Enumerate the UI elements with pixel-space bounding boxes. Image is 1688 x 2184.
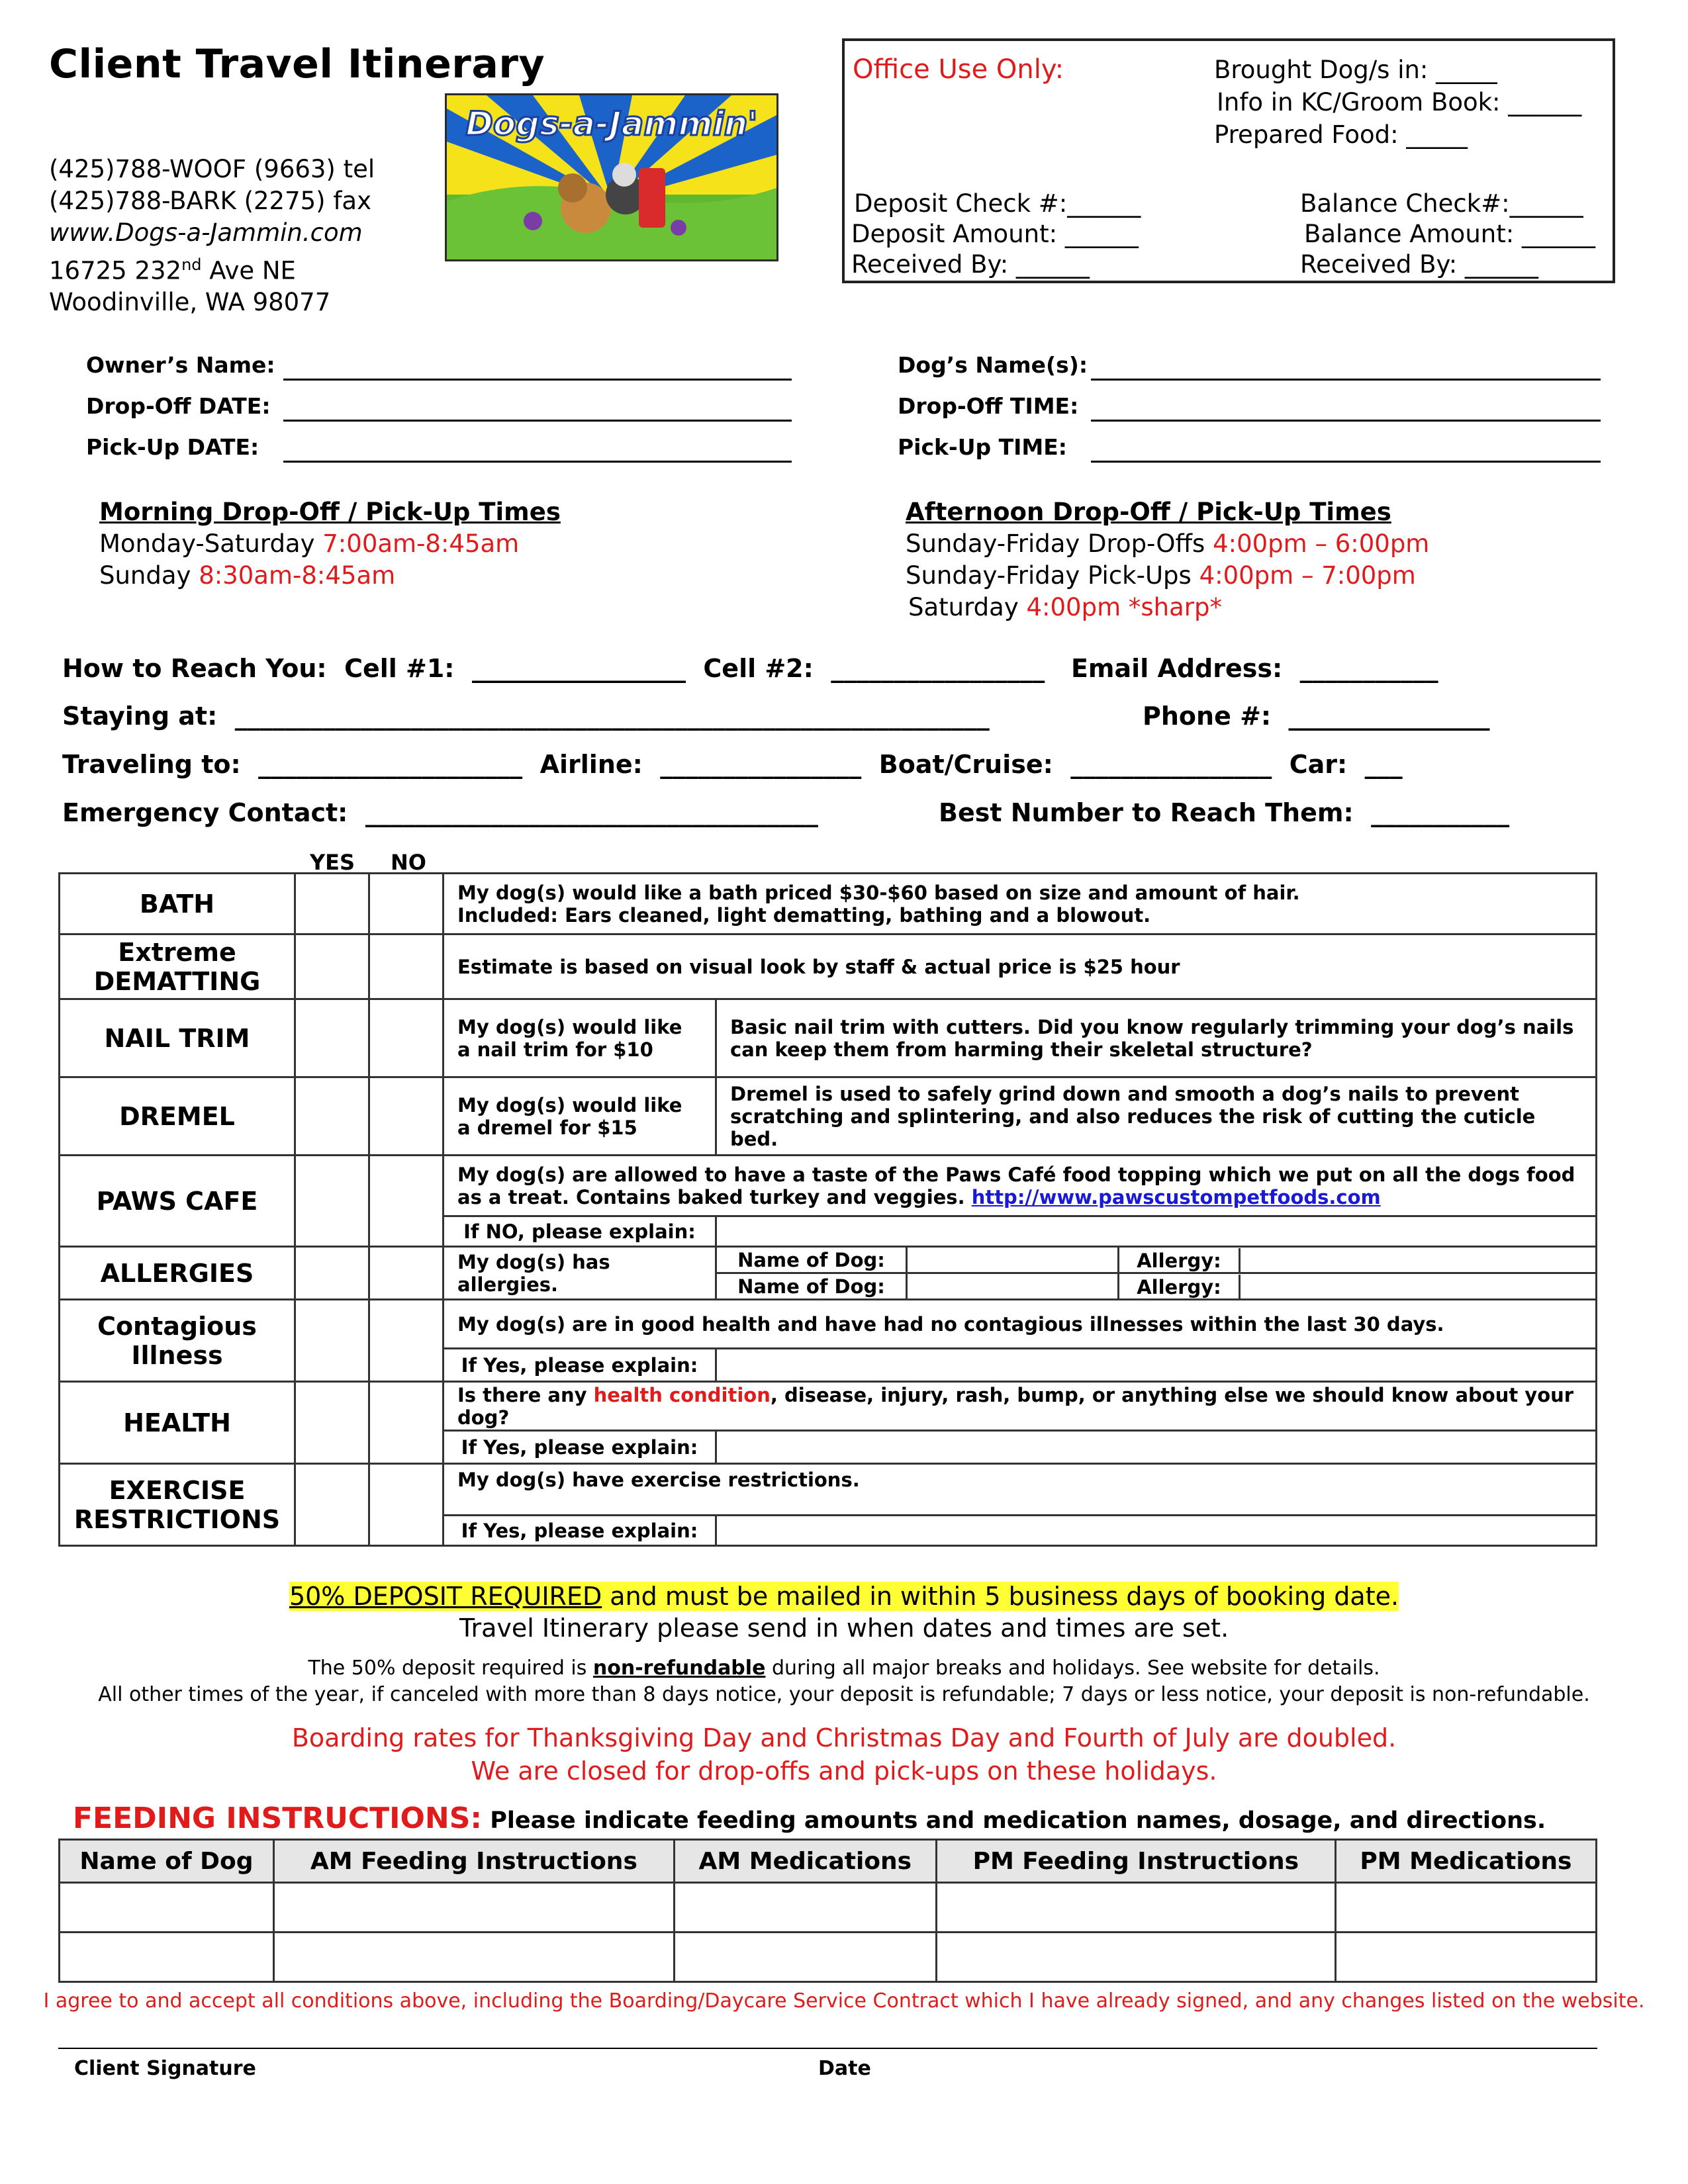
health-yes-cell[interactable] bbox=[295, 1382, 369, 1464]
table-row bbox=[60, 1300, 1597, 1349]
dropoff-time-line[interactable] bbox=[1091, 420, 1601, 422]
paws-cafe-description: My dog(s) are allowed to have a taste of the Paws Café food topping which we put on all the dogs food as a treat. Contains baked turkey and veggies. http://www.pawscustompetfoods.com bbox=[444, 1156, 1597, 1216]
contagious-description: My dog(s) are in good health and have had no contagious illnesses within the last 30 days. bbox=[444, 1300, 1597, 1349]
holiday-rates-notice: Boarding rates for Thanksgiving Day and Christmas Day and Fourth of July are doubled. bbox=[291, 1723, 1397, 1752]
bath-no-cell[interactable] bbox=[369, 874, 444, 934]
nail-trim-description: My dog(s) would like a nail trim for $10 bbox=[444, 999, 716, 1077]
pickup-date-line[interactable] bbox=[283, 461, 792, 463]
best-number-field[interactable]: Best Number to Reach Them: ___________ bbox=[939, 798, 1510, 827]
nail-trim-no-cell[interactable] bbox=[369, 999, 444, 1077]
col-pm-feeding: PM Feeding Instructions bbox=[936, 1840, 1335, 1883]
nail-trim-yes-cell[interactable] bbox=[295, 999, 369, 1077]
nail-trim-info: Basic nail trim with cutters. Did you know regularly trimming your dog’s nails can keep them from harming their skeletal structure? bbox=[716, 999, 1597, 1077]
contagious-label: Contagious Illness bbox=[60, 1300, 295, 1382]
owner-name-line[interactable] bbox=[283, 379, 792, 381]
exercise-no-cell[interactable] bbox=[369, 1464, 444, 1546]
dremel-label: DREMEL bbox=[60, 1077, 295, 1156]
paws-cafe-link[interactable]: http://www.pawscustompetfoods.com bbox=[971, 1185, 1381, 1208]
logo-text: Dogs-a-Jammin' bbox=[465, 105, 758, 143]
yes-column-header: YES bbox=[310, 850, 355, 875]
holiday-closed-notice: We are closed for drop-offs and pick-ups on these holidays. bbox=[471, 1756, 1217, 1786]
balance-check-field[interactable]: Balance Check#:______ bbox=[1300, 189, 1583, 218]
balance-amount-field[interactable]: Balance Amount: ______ bbox=[1304, 220, 1595, 248]
allergy-name-of-dog-label-2: Name of Dog: bbox=[716, 1273, 907, 1300]
feeding-cell[interactable] bbox=[60, 1933, 274, 1982]
table-row bbox=[60, 1883, 1597, 1933]
pickup-date-label: Pick-Up DATE: bbox=[86, 434, 259, 460]
contagious-explain-label: If Yes, please explain: bbox=[444, 1349, 716, 1382]
health-label: HEALTH bbox=[60, 1382, 295, 1464]
allergies-yes-cell[interactable] bbox=[295, 1247, 369, 1300]
agreement-text: I agree to and accept all conditions above, including the Boarding/Daycare Service Contract which I have already signed, and any changes listed on the website. bbox=[43, 1989, 1645, 2013]
health-description: Is there any health condition, disease, injury, rash, bump, or anything else we should know about your dog? bbox=[444, 1382, 1597, 1431]
reach-line-cell[interactable]: How to Reach You: Cell #1: _________________ Cell #2: _________________ Email Address: ___________ bbox=[62, 654, 1438, 683]
office-use-box bbox=[842, 38, 1615, 283]
exercise-explain-label: If Yes, please explain: bbox=[444, 1516, 716, 1546]
deposit-required-notice: 50% DEPOSIT REQUIRED and must be mailed in within 5 business days of booking date. bbox=[289, 1582, 1399, 1611]
traveling-to-line[interactable]: Traveling to: _____________________ Airline: ________________ Boat/Cruise: ________________ Car: ___ bbox=[62, 750, 1403, 779]
table-row bbox=[60, 874, 1597, 934]
table-row bbox=[60, 934, 1597, 999]
table-row bbox=[60, 1464, 1597, 1516]
signature-line[interactable] bbox=[58, 2048, 1597, 2049]
feeding-header-row bbox=[60, 1840, 1597, 1883]
morning-times bbox=[99, 496, 561, 592]
contagious-explain-field[interactable] bbox=[716, 1349, 1597, 1382]
col-am-feeding: AM Feeding Instructions bbox=[273, 1840, 674, 1883]
contagious-yes-cell[interactable] bbox=[295, 1300, 369, 1382]
deposit-check-field[interactable]: Deposit Check #:______ bbox=[854, 189, 1141, 218]
dematting-yes-cell[interactable] bbox=[295, 934, 369, 999]
received-by-left-field[interactable]: Received By: ______ bbox=[851, 250, 1090, 279]
health-explain-field[interactable] bbox=[716, 1431, 1597, 1464]
feeding-cell[interactable] bbox=[674, 1933, 936, 1982]
paws-cafe-label: PAWS CAFE bbox=[60, 1156, 295, 1247]
allergy-name-of-dog-label-1: Name of Dog: bbox=[716, 1247, 907, 1273]
allergies-no-cell[interactable] bbox=[369, 1247, 444, 1300]
allergy-row-1 bbox=[1119, 1247, 1597, 1273]
bath-description: My dog(s) would like a bath priced $30-$60 based on size and amount of hair. Included: Ears cleaned, light dematting, bathing and a blowout. bbox=[444, 874, 1597, 934]
dremel-description: My dog(s) would like a dremel for $15 bbox=[444, 1077, 716, 1156]
table-row bbox=[60, 1933, 1597, 1982]
feeding-cell[interactable] bbox=[273, 1933, 674, 1982]
morning-heading: Morning Drop-Off / Pick-Up Times bbox=[99, 498, 561, 526]
mon-sat-times: Monday-Saturday 7:00am-8:45am bbox=[99, 529, 520, 558]
col-am-medications: AM Medications bbox=[674, 1840, 936, 1883]
paws-cafe-no-cell[interactable] bbox=[369, 1156, 444, 1247]
dog-names-line[interactable] bbox=[1091, 379, 1601, 381]
saturday-times: Saturday 4:00pm *sharp* bbox=[908, 593, 1222, 621]
page-title: Client Travel Itinerary bbox=[49, 41, 545, 87]
phone-fax: (425)788-BARK (2275) fax bbox=[49, 187, 371, 215]
table-row bbox=[60, 1077, 1597, 1156]
non-refundable-notice: The 50% deposit required is non-refundable during all major breaks and holidays. See website for details. bbox=[308, 1657, 1380, 1680]
feeding-cell[interactable] bbox=[60, 1883, 274, 1933]
dematting-no-cell[interactable] bbox=[369, 934, 444, 999]
address-street: 16725 232nd Ave NE bbox=[49, 255, 296, 285]
dematting-label: Extreme DEMATTING bbox=[60, 934, 295, 999]
dremel-info: Dremel is used to safely grind down and smooth a dog’s nails to prevent scratching and splintering, and also reduces the risk of cutting the cuticle bed. bbox=[716, 1077, 1597, 1156]
feeding-cell[interactable] bbox=[936, 1883, 1335, 1933]
feeding-subheading: Please indicate feeding amounts and medication names, dosage, and directions. bbox=[482, 1807, 1546, 1834]
dogs-a-jammin-logo bbox=[445, 93, 778, 261]
no-column-header: NO bbox=[391, 850, 426, 875]
dropoff-time-label: Drop-Off TIME: bbox=[898, 393, 1079, 419]
phone-tel: (425)788-WOOF (9663) tel bbox=[49, 155, 375, 183]
table-row bbox=[60, 1382, 1597, 1431]
exercise-description: My dog(s) have exercise restrictions. bbox=[444, 1464, 1597, 1516]
feeding-heading-row bbox=[73, 1801, 1546, 1835]
allergy-label-2: Allergy: bbox=[1119, 1275, 1241, 1298]
allergies-label: ALLERGIES bbox=[60, 1247, 295, 1300]
sunday-times: Sunday 8:30am-8:45am bbox=[99, 561, 396, 590]
services-table bbox=[58, 872, 1597, 1547]
health-explain-label: If Yes, please explain: bbox=[444, 1431, 716, 1464]
contact-block bbox=[49, 154, 375, 318]
table-row bbox=[60, 1247, 1597, 1273]
phone-field[interactable]: Phone #: ________________ bbox=[1143, 702, 1490, 731]
deposit-amount-field[interactable]: Deposit Amount: ______ bbox=[851, 220, 1139, 248]
dog-names-label: Dog’s Name(s): bbox=[898, 352, 1088, 378]
dropoff-date-label: Drop-Off DATE: bbox=[86, 393, 271, 419]
table-row bbox=[60, 1156, 1597, 1216]
col-pm-medications: PM Medications bbox=[1335, 1840, 1596, 1883]
sun-fri-pickups: Sunday-Friday Pick-Ups 4:00pm – 7:00pm bbox=[906, 561, 1416, 590]
allergy-dog-name-field-2[interactable] bbox=[907, 1273, 1119, 1300]
client-signature-label: Client Signature bbox=[74, 2057, 256, 2080]
feeding-cell[interactable] bbox=[1335, 1933, 1596, 1982]
dematting-description: Estimate is based on visual look by staff & actual price is $25 hour bbox=[444, 934, 1597, 999]
allergy-field-2[interactable] bbox=[1241, 1275, 1595, 1298]
bath-label: BATH bbox=[60, 874, 295, 934]
feeding-cell[interactable] bbox=[273, 1883, 674, 1933]
afternoon-times bbox=[906, 496, 1429, 623]
contagious-no-cell[interactable] bbox=[369, 1300, 444, 1382]
address-city: Woodinville, WA 98077 bbox=[49, 288, 331, 317]
nail-trim-label: NAIL TRIM bbox=[60, 999, 295, 1077]
sun-fri-dropoffs: Sunday-Friday Drop-Offs 4:00pm – 6:00pm bbox=[906, 529, 1430, 558]
prepared-food-field[interactable]: Prepared Food: _____ bbox=[1214, 120, 1468, 149]
feeding-heading: FEEDING INSTRUCTIONS: bbox=[73, 1801, 483, 1835]
feeding-cell[interactable] bbox=[1335, 1883, 1596, 1933]
dremel-no-cell[interactable] bbox=[369, 1077, 444, 1156]
office-heading: Office Use Only: bbox=[853, 54, 1064, 85]
exercise-explain-field[interactable] bbox=[716, 1516, 1597, 1546]
paws-cafe-yes-cell[interactable] bbox=[295, 1156, 369, 1247]
allergy-dog-name-field-1[interactable] bbox=[907, 1247, 1119, 1273]
owner-name-label: Owner’s Name: bbox=[86, 352, 275, 378]
exercise-yes-cell[interactable] bbox=[295, 1464, 369, 1546]
feeding-table bbox=[58, 1839, 1597, 1983]
emergency-contact-field[interactable]: Emergency Contact: ____________________________________ bbox=[62, 798, 818, 827]
table-row bbox=[60, 999, 1597, 1077]
feeding-cell[interactable] bbox=[936, 1933, 1335, 1982]
itinerary-notice: Travel Itinerary please send in when dates and times are set. bbox=[459, 1614, 1229, 1643]
cancellation-notice: All other times of the year, if canceled with more than 8 days notice, your deposit is refundable; 7 days or less notice, your deposit is non-refundable. bbox=[98, 1683, 1590, 1706]
allergy-row-2 bbox=[1119, 1273, 1597, 1300]
allergy-label-1: Allergy: bbox=[1119, 1248, 1241, 1272]
feeding-cell[interactable] bbox=[674, 1883, 936, 1933]
allergy-field-1[interactable] bbox=[1241, 1248, 1595, 1272]
staying-at-field[interactable]: Staying at: ____________________________________________________________ bbox=[62, 702, 990, 731]
col-name-of-dog: Name of Dog bbox=[60, 1840, 274, 1883]
health-no-cell[interactable] bbox=[369, 1382, 444, 1464]
allergies-description: My dog(s) has allergies. bbox=[444, 1247, 716, 1300]
dropoff-date-line[interactable] bbox=[283, 420, 792, 422]
received-by-right-field[interactable]: Received By: ______ bbox=[1300, 250, 1538, 279]
exercise-label: EXERCISE RESTRICTIONS bbox=[60, 1464, 295, 1546]
paws-cafe-no-explain-field[interactable] bbox=[716, 1216, 1597, 1247]
website-link[interactable]: www.Dogs-a-Jammin.com bbox=[49, 218, 363, 247]
dremel-yes-cell[interactable] bbox=[295, 1077, 369, 1156]
info-kc-field[interactable]: Info in KC/Groom Book: ______ bbox=[1217, 88, 1582, 116]
date-label: Date bbox=[818, 2057, 871, 2080]
afternoon-heading: Afternoon Drop-Off / Pick-Up Times bbox=[906, 498, 1391, 526]
brought-dogs-field[interactable]: Brought Dog/s in: _____ bbox=[1214, 56, 1497, 84]
pickup-time-line[interactable] bbox=[1091, 461, 1601, 463]
pickup-time-label: Pick-Up TIME: bbox=[898, 434, 1067, 460]
paws-cafe-no-explain-label: If NO, please explain: bbox=[444, 1216, 716, 1247]
bath-yes-cell[interactable] bbox=[295, 874, 369, 934]
